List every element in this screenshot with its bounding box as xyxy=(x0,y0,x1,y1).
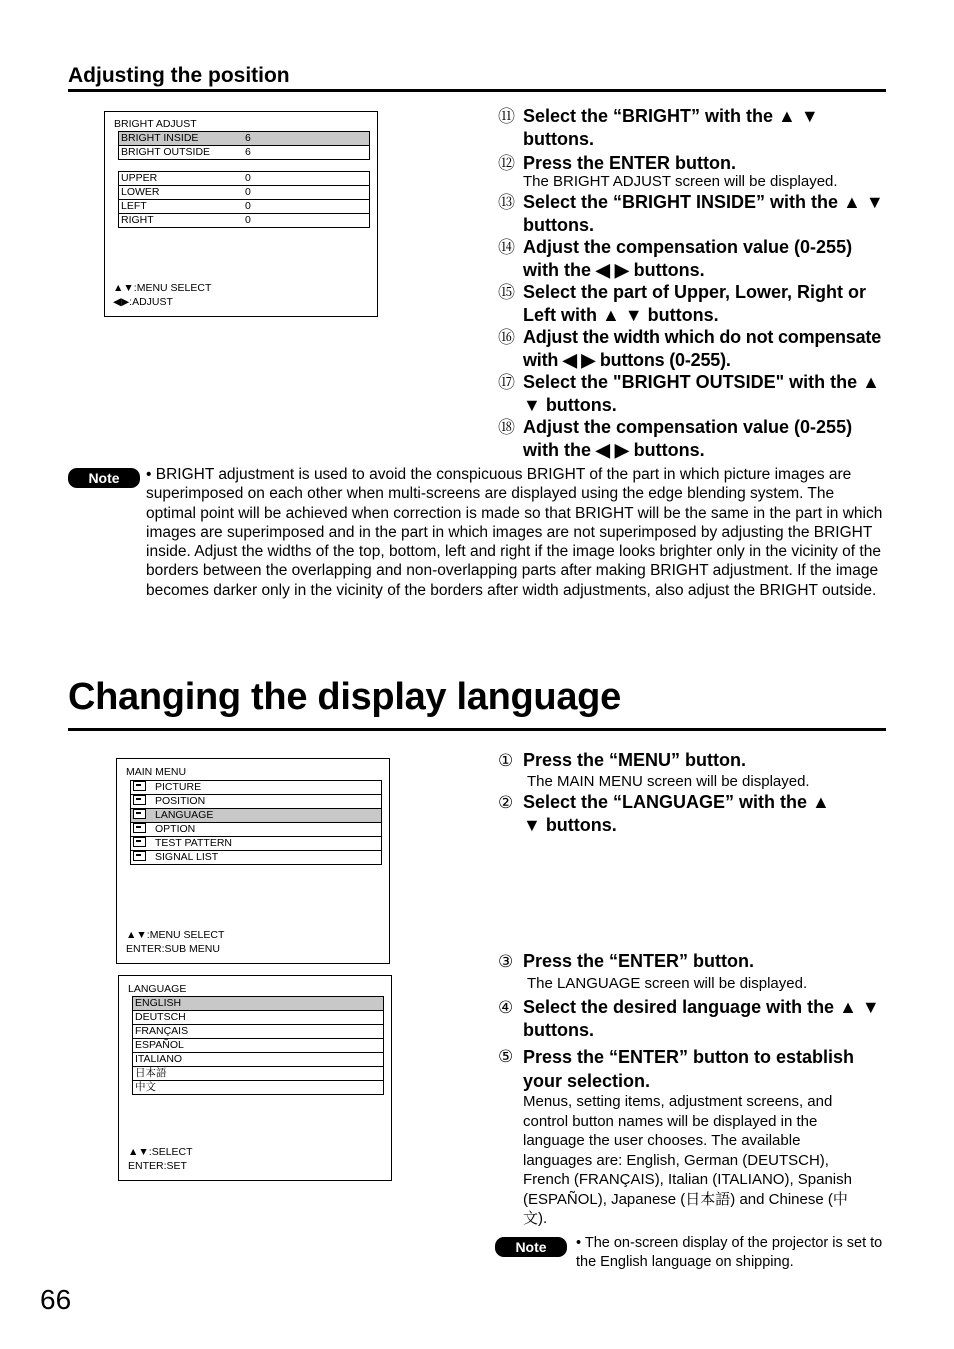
language-label: DEUTSCH xyxy=(135,1011,186,1023)
menu-item-label: SIGNAL LIST xyxy=(155,851,219,863)
step-number: ⑯ xyxy=(498,328,515,347)
step-text: Select the desired language with the ▲ ▼ buttons. xyxy=(523,997,880,1040)
language-label: ESPAÑOL xyxy=(135,1039,184,1051)
step-number: ③ xyxy=(498,952,514,971)
language-label: 中文 xyxy=(135,1081,156,1093)
row-value: 6 xyxy=(245,146,251,158)
picture-icon xyxy=(133,781,146,791)
row-label: LOWER xyxy=(121,186,160,198)
language-list xyxy=(132,996,384,1095)
bright-adjust-screen xyxy=(104,111,378,317)
note-badge: Note xyxy=(68,468,140,488)
step-5 xyxy=(498,1045,888,1093)
page-number: 66 xyxy=(40,1284,72,1315)
step-text: Select the “BRIGHT” with the ▲ ▼ buttons. xyxy=(523,106,819,149)
step-number: ⑫ xyxy=(498,154,515,173)
menu-item-language[interactable] xyxy=(131,809,381,823)
menu-item-label: TEST PATTERN xyxy=(155,837,233,849)
screen-title: LANGUAGE xyxy=(128,983,187,995)
menu-row-lower[interactable] xyxy=(119,186,369,200)
step-number: ⑮ xyxy=(498,283,515,302)
section-title: Adjusting the position xyxy=(68,64,290,87)
menu-item-test-pattern[interactable] xyxy=(131,837,381,851)
step-number: ⑤ xyxy=(498,1047,514,1066)
position-icon xyxy=(133,795,146,805)
bright-group-box xyxy=(118,131,370,160)
step-14 xyxy=(498,236,888,281)
language-option-espanol[interactable] xyxy=(133,1039,383,1053)
row-value: 0 xyxy=(245,172,251,184)
menu-item-label: LANGUAGE xyxy=(155,809,214,821)
menu-item-label: PICTURE xyxy=(155,781,202,793)
step-number: ④ xyxy=(498,998,514,1017)
menu-item-option[interactable] xyxy=(131,823,381,837)
language-option-italiano[interactable] xyxy=(133,1053,383,1067)
step-2 xyxy=(498,791,888,836)
screen-footer xyxy=(126,929,224,956)
position-group-box xyxy=(118,171,370,228)
step-13 xyxy=(498,191,888,236)
step-text: Select the “LANGUAGE” with the ▲ ▼ buttons. xyxy=(523,792,830,835)
footer-line: ▲▼:MENU SELECT xyxy=(126,929,225,941)
menu-item-position[interactable] xyxy=(131,795,381,809)
page-title: Changing the display language xyxy=(68,676,621,718)
step-description: The LANGUAGE screen will be displayed. xyxy=(527,975,808,992)
menu-row-right[interactable] xyxy=(119,214,369,227)
step-number: ⑪ xyxy=(498,107,515,126)
step-4 xyxy=(498,996,888,1041)
screen-title: BRIGHT ADJUST xyxy=(114,118,197,130)
step-number: ⑱ xyxy=(498,418,515,437)
step-description: The BRIGHT ADJUST screen will be displayed. xyxy=(523,173,838,190)
row-value: 0 xyxy=(245,200,251,212)
footer-line: ENTER:SET xyxy=(128,1160,187,1172)
row-value: 6 xyxy=(245,132,251,144)
menu-row-bright-inside[interactable] xyxy=(119,132,369,146)
step-text: Press the “ENTER” button to establish your selection. xyxy=(523,1047,855,1091)
language-label: ENGLISH xyxy=(135,997,182,1009)
step-15 xyxy=(498,281,888,326)
main-menu-list xyxy=(130,780,382,865)
note-text: • The on-screen display of the projector is set to the English language on shipping. xyxy=(576,1235,883,1270)
footer-line: ▲▼:SELECT xyxy=(128,1146,193,1158)
screen-footer xyxy=(128,1145,193,1173)
language-option-deutsch[interactable] xyxy=(133,1011,383,1025)
step-11 xyxy=(498,105,888,150)
step-18 xyxy=(498,416,888,461)
menu-row-bright-outside[interactable] xyxy=(119,146,369,159)
step-description: The MAIN MENU screen will be displayed. xyxy=(527,773,810,790)
step-text: Press the “MENU” button. xyxy=(523,750,747,770)
menu-item-signal-list[interactable] xyxy=(131,851,381,864)
step-16 xyxy=(498,326,888,371)
step-text: Adjust the compensation value (0-255) with the ◀ ▶ buttons. xyxy=(523,417,853,460)
row-label: BRIGHT INSIDE xyxy=(121,132,199,144)
step-3 xyxy=(498,950,888,973)
language-icon xyxy=(133,809,146,819)
language-option-english[interactable] xyxy=(133,997,383,1011)
title-divider xyxy=(68,728,886,731)
language-option-japanese[interactable] xyxy=(133,1067,383,1081)
step-text: Select the "BRIGHT OUTSIDE" with the ▲ ▼ buttons. xyxy=(523,372,880,415)
language-label: FRANÇAIS xyxy=(135,1025,189,1037)
note-text: • BRIGHT adjustment is used to avoid the conspicuous BRIGHT of the part in which picture images are superimposed on each other when multi-screens are displayed using the edge blending system. The optimal point will be achieved when correction is made so that BRIGHT will be the same in the part in which images are superimposed and in the part in which images are not superimposed by adjusting the BRIGHT inside. Adjust the widths of the top, bottom, left and right if the image looks brighter only in the vicinity of the borders between the overlapping and non-overlapping parts after making BRIGHT adjustment. If the image becomes darker only in the vicinity of the borders after width adjustments, also adjust the BRIGHT outside. xyxy=(146,466,883,599)
step-text: Adjust the width which do not compensate with ◀ ▶ buttons (0-255). xyxy=(523,327,882,370)
step-text: Press the “ENTER” button. xyxy=(523,951,755,971)
step-text: Select the part of Upper, Lower, Right or Left with ▲ ▼ buttons. xyxy=(523,282,867,325)
step-number: ⑰ xyxy=(498,373,515,392)
main-menu-screen xyxy=(116,758,390,964)
step-17 xyxy=(498,371,888,416)
signal-list-icon xyxy=(133,851,146,861)
screen-title: MAIN MENU xyxy=(126,766,187,778)
menu-item-label: POSITION xyxy=(155,795,206,807)
language-option-chinese[interactable] xyxy=(133,1081,383,1094)
menu-item-picture[interactable] xyxy=(131,781,381,795)
row-label: RIGHT xyxy=(121,214,154,226)
test-pattern-icon xyxy=(133,837,146,847)
step-text: Adjust the compensation value (0-255) with the ◀ ▶ buttons. xyxy=(523,237,853,280)
option-icon xyxy=(133,823,146,833)
language-label: 日本語 xyxy=(135,1067,167,1079)
language-option-francais[interactable] xyxy=(133,1025,383,1039)
screen-footer xyxy=(113,281,211,309)
language-screen xyxy=(118,975,392,1181)
footer-line: ◀▶:ADJUST xyxy=(113,296,173,308)
row-label: LEFT xyxy=(121,200,147,212)
step-1 xyxy=(498,749,888,772)
row-label: BRIGHT OUTSIDE xyxy=(121,146,211,158)
row-value: 0 xyxy=(245,186,251,198)
row-value: 0 xyxy=(245,214,251,226)
step-number: ① xyxy=(498,751,514,770)
step-number: ② xyxy=(498,793,514,812)
step-number: ⑭ xyxy=(498,238,515,257)
section-divider xyxy=(68,89,886,92)
step-text: Press the ENTER button. xyxy=(523,153,737,173)
step-number: ⑬ xyxy=(498,193,515,212)
footer-line: ▲▼:MENU SELECT xyxy=(113,282,212,294)
step-description: Menus, setting items, adjustment screens, and control button names will be displayed in the language the user chooses. The available languages are: English, German (DEUTSCH), French (FRANÇAIS), Italian (ITALIANO), Spanish (ESPAÑOL), Japanese (日本語) and Chinese (中文). xyxy=(523,1093,852,1227)
step-text: Select the “BRIGHT INSIDE” with the ▲ ▼ buttons. xyxy=(523,192,884,235)
menu-row-upper[interactable] xyxy=(119,172,369,186)
menu-item-label: OPTION xyxy=(155,823,196,835)
footer-line: ENTER:SUB MENU xyxy=(126,942,220,955)
menu-row-left[interactable] xyxy=(119,200,369,214)
language-label: ITALIANO xyxy=(135,1053,183,1065)
row-label: UPPER xyxy=(121,172,158,184)
note-badge: Note xyxy=(495,1237,567,1257)
